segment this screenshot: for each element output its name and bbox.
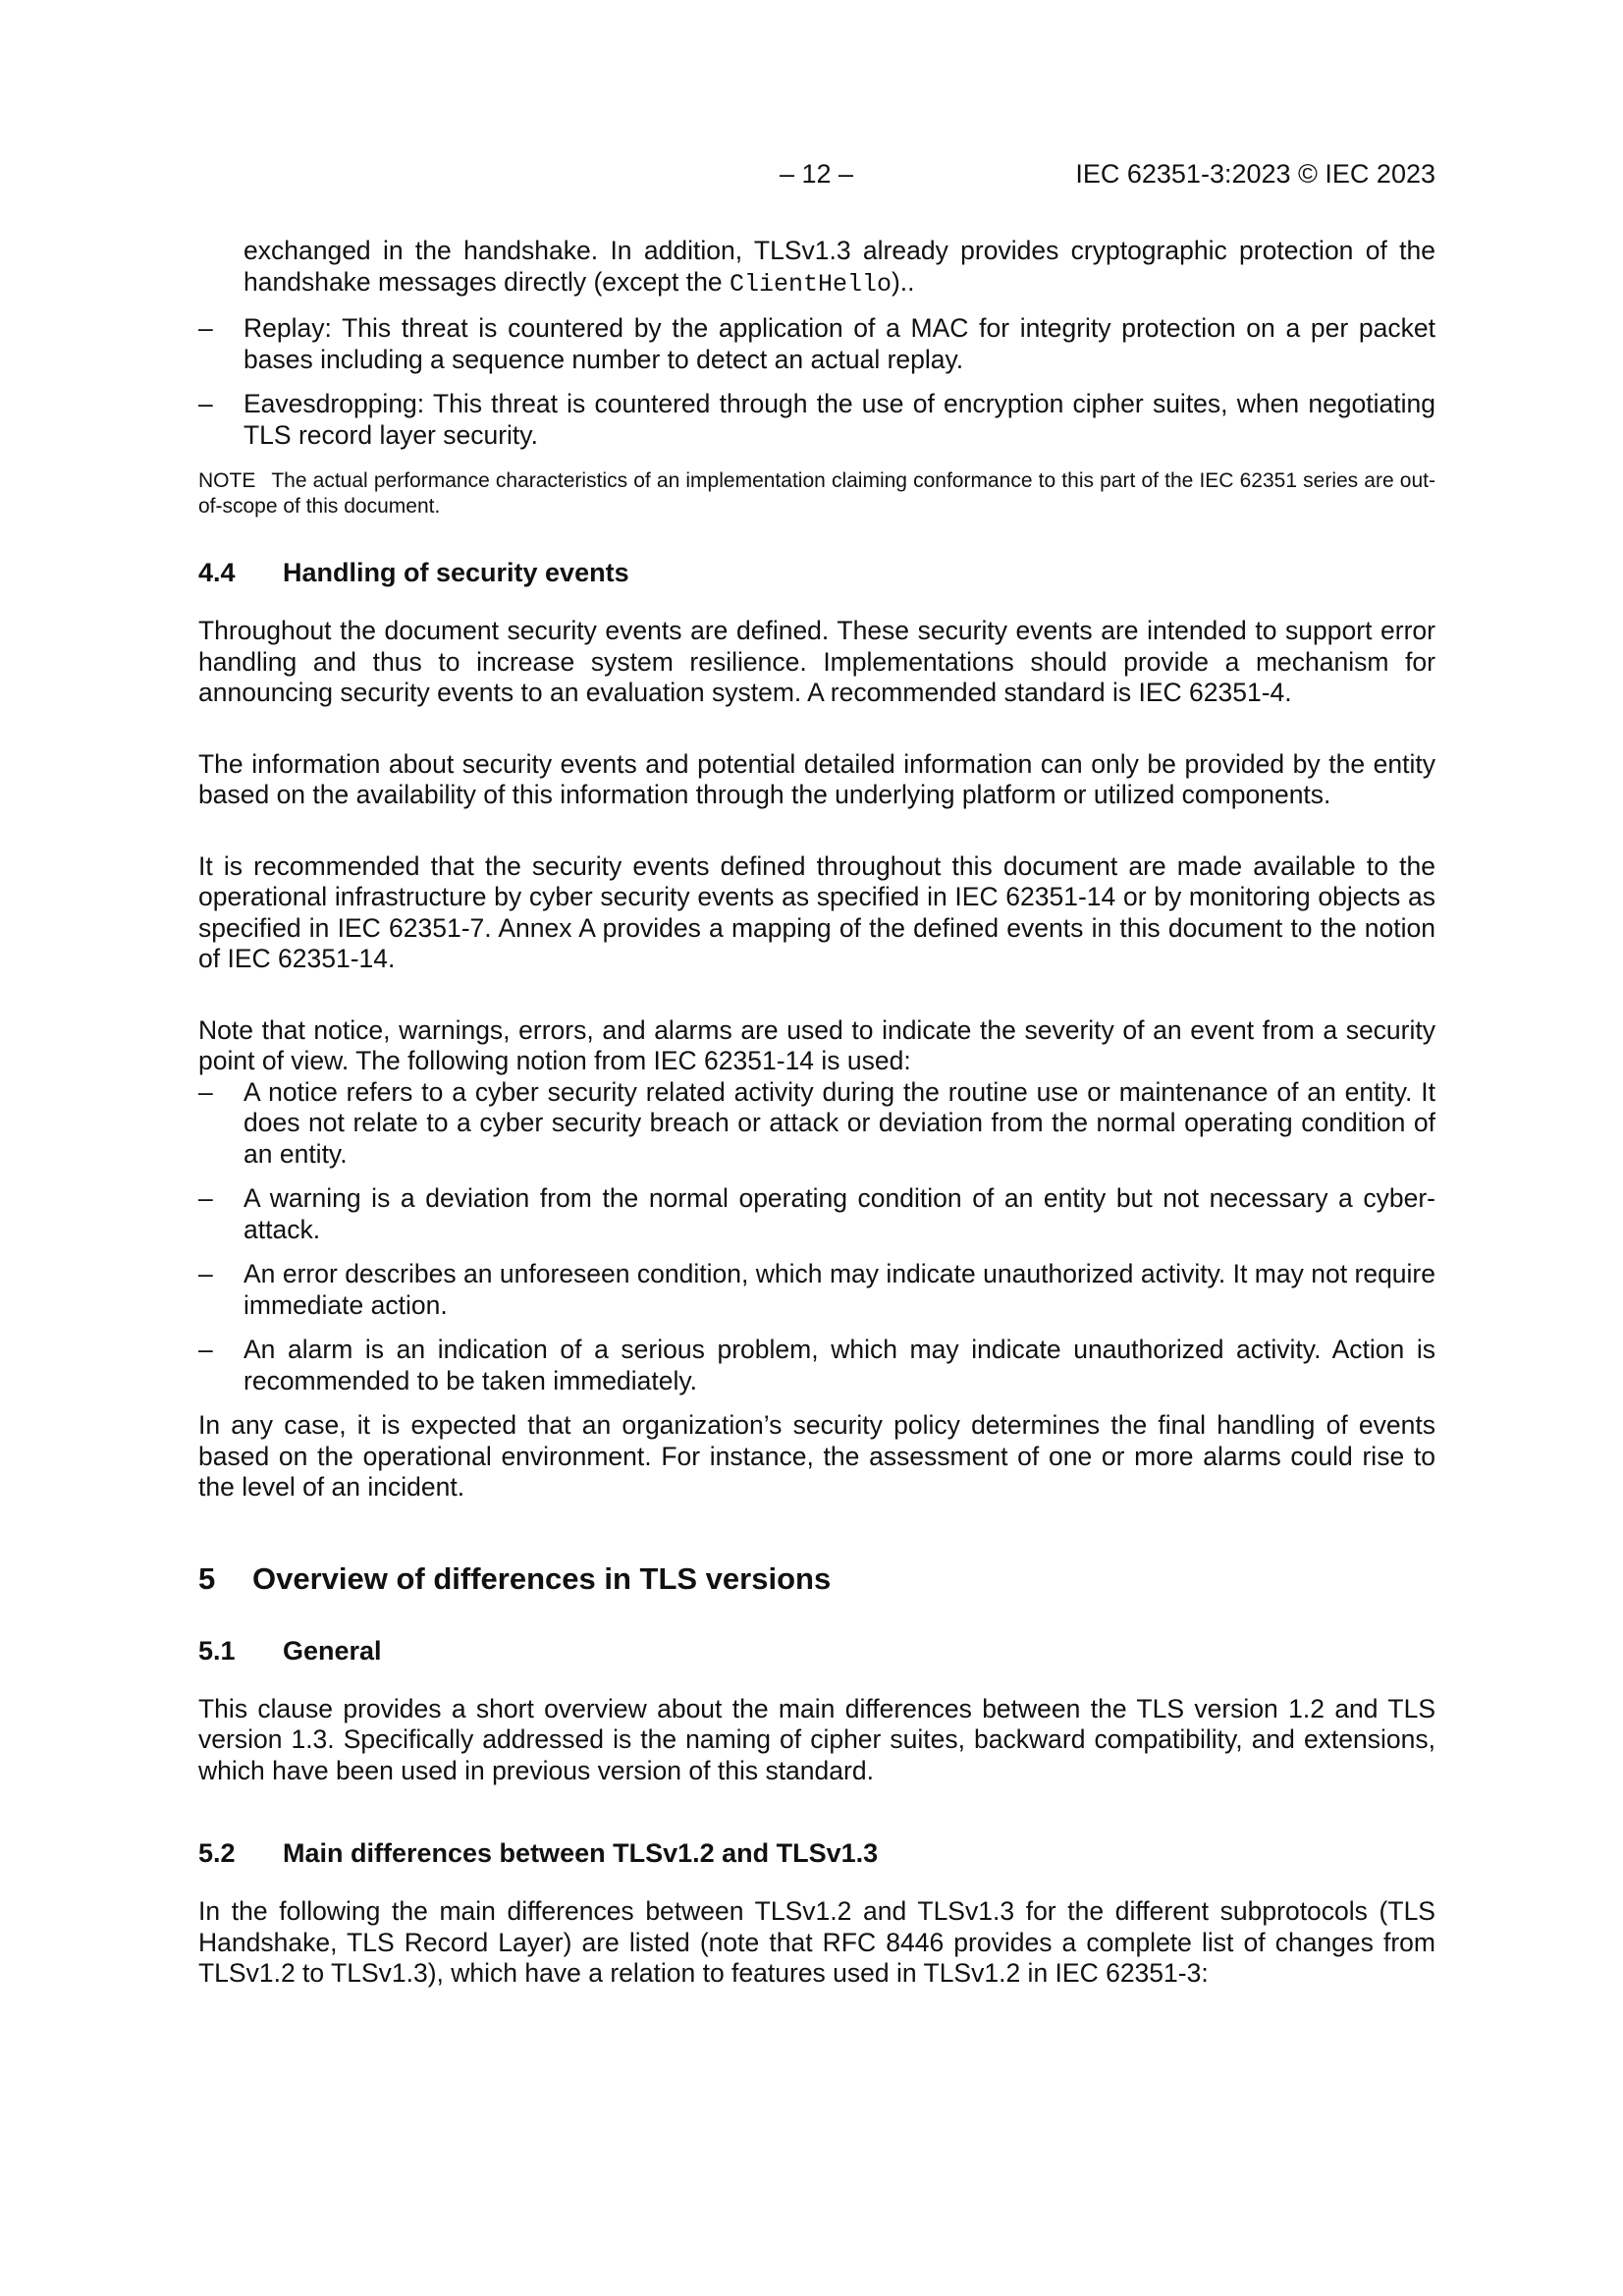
heading-title: General <box>283 1635 382 1666</box>
paragraph: In the following the main differences between TLSv1.2 and TLSv1.3 for the different subprotocols (TLS Handshake, TLS Record Layer) are listed (note that RFC 8446 provides a complete list of changes from TLSv1.2 to TLSv1.3), which have a relation to features used in TLSv1.2 in IEC 62351-3: <box>198 1896 1435 1988</box>
heading-title: Handling of security events <box>283 558 629 587</box>
paragraph: The information about security events and potential detailed information can only be provided by the entity based on the availability of this information through the underlying platform or utilized components. <box>198 748 1435 809</box>
list-item: – Eavesdropping: This threat is countered through the use of encryption cipher suites, when negotiating TLS record layer security. <box>198 389 1435 450</box>
dash-bullet: – <box>198 1335 213 1364</box>
heading-5-1 <box>198 1635 1435 1667</box>
dash-bullet: – <box>198 389 213 418</box>
document-reference: IEC 62351-3:2023 © IEC 2023 <box>1075 159 1435 189</box>
note <box>198 468 1435 519</box>
dash-bullet: – <box>198 313 213 343</box>
threat-list <box>198 313 1435 451</box>
paragraph: In any case, it is expected that an organization’s security policy determines the final handling of events based on the operational environment. For instance, the assessment of one or more alarms could rise to the level of an incident. <box>198 1410 1435 1502</box>
heading-5 <box>198 1560 1435 1598</box>
paragraph: This clause provides a short overview about the main differences between the TLS version 1.2 and TLS version 1.3. Specifically addressed is the naming of cipher suites, backward compatibility, and extensions, which have been used in previous version of this standard. <box>198 1693 1435 1785</box>
heading-title: Overview of differences in TLS versions <box>252 1560 832 1596</box>
heading-number: 5.1 <box>198 1635 236 1666</box>
heading-number: 4.4 <box>198 558 236 587</box>
heading-4-4 <box>198 557 1435 588</box>
dash-bullet: – <box>198 1183 213 1213</box>
heading-5-2 <box>198 1837 1435 1869</box>
page-number: – 12 – <box>780 159 854 189</box>
list-item: – An error describes an unforeseen condition, which may indicate unauthorized activity. It may not require immediate action. <box>198 1259 1435 1320</box>
list-item: – An alarm is an indication of a serious problem, which may indicate unauthorized activity. Action is recommended to be taken immediately. <box>198 1335 1435 1395</box>
paragraph: Throughout the document security events are defined. These security events are intended to support error handling and thus to increase system resilience. Implementations should provide a mechanism for announcing security events to an evaluation system. A recommended standard is IEC 62351-4. <box>198 616 1435 707</box>
heading-number: 5.2 <box>198 1838 236 1868</box>
dash-bullet: – <box>198 1076 213 1107</box>
page-header <box>198 159 1435 198</box>
page-content <box>198 236 1435 1990</box>
dash-bullet: – <box>198 1259 213 1288</box>
heading-title: Main differences between TLSv1.2 and TLSv1.3 <box>283 1838 879 1868</box>
severity-list <box>198 1077 1435 1397</box>
continued-list-text: exchanged in the handshake. In addition, TLSv1.3 already provides cryptographic protection of the handshake messages directly (except the ClientHello).. <box>243 236 1435 299</box>
list-item: – A warning is a deviation from the normal operating condition of an entity but not necessary a cyber-attack. <box>198 1183 1435 1244</box>
note-text: The actual performance characteristics of an implementation claiming conformance to this part of the IEC 62351 series are out-of-scope of this document. <box>198 469 1435 518</box>
heading-number: 5 <box>198 1560 216 1596</box>
list-item: – A notice refers to a cyber security related activity during the routine use or maintenance of an entity. It does not relate to a cyber security breach or attack or deviation from the normal operating condition of an entity. <box>198 1076 1435 1169</box>
paragraph: Note that notice, warnings, errors, and alarms are used to indicate the severity of an event from a security point of view. The following notion from IEC 62351-14 is used: <box>198 1014 1435 1075</box>
code-clienthello: ClientHello <box>729 269 892 299</box>
note-label: NOTE <box>198 469 256 492</box>
paragraph: It is recommended that the security events defined throughout this document are made available to the operational infrastructure by cyber security events as specified in IEC 62351-14 or by monitoring objects as specified in IEC 62351-7. Annex A provides a mapping of the defined events in this document to the notion of IEC 62351-14. <box>198 850 1435 973</box>
list-item: – Replay: This threat is countered by the application of a MAC for integrity protection on a per packet bases including a sequence number to detect an actual replay. <box>198 313 1435 374</box>
